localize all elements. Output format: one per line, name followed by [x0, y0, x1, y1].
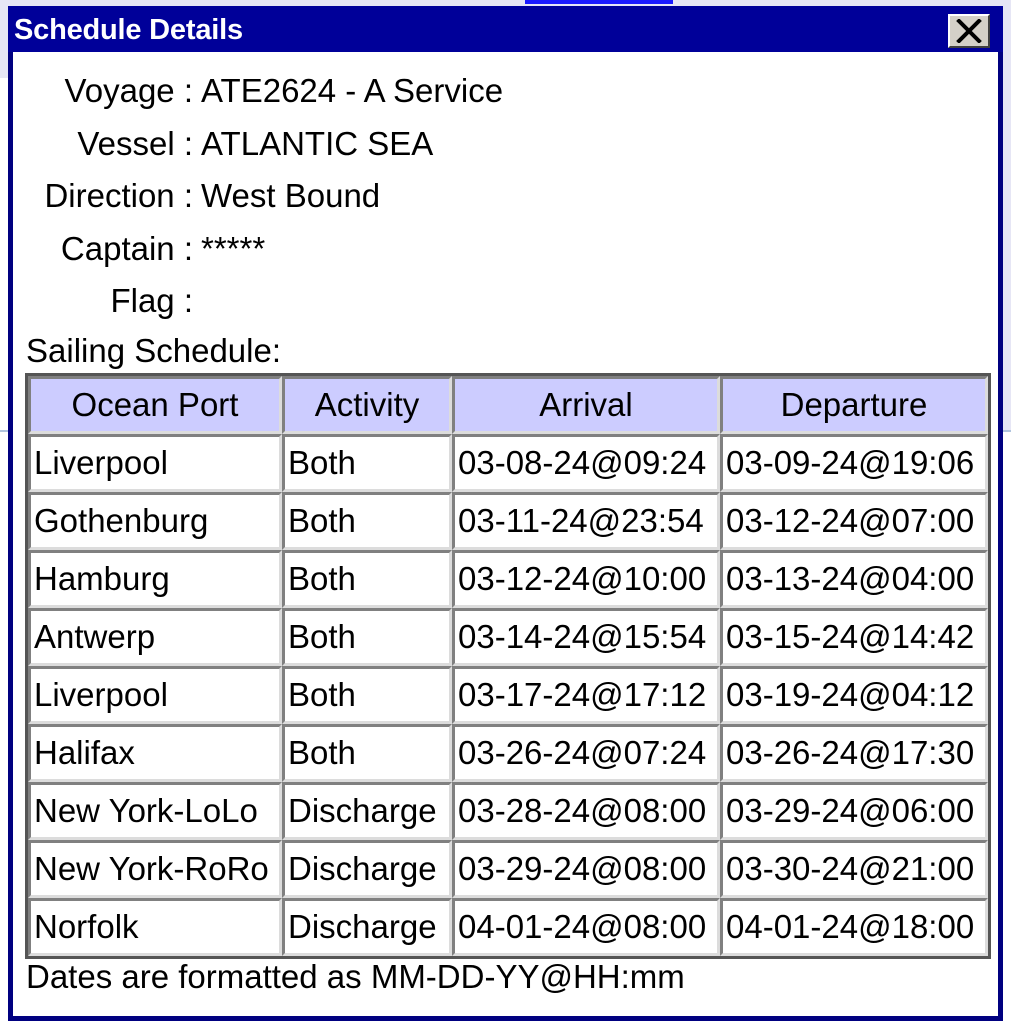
column-header-departure: Departure	[720, 376, 988, 434]
port-cell: Norfolk	[28, 898, 282, 956]
table-header-row	[28, 376, 988, 434]
dialog-titlebar[interactable]	[8, 6, 1003, 52]
arrival-cell: 03-29-24@08:00	[452, 840, 720, 898]
port-cell: New York-RoRo	[28, 840, 282, 898]
arrival-cell: 03-17-24@17:12	[452, 666, 720, 724]
arrival-cell: 03-08-24@09:24	[452, 434, 720, 492]
arrival-cell: 03-12-24@10:00	[452, 550, 720, 608]
table-row	[28, 840, 988, 898]
direction-label: Direction :	[44, 177, 193, 214]
arrival-cell: 03-14-24@15:54	[452, 608, 720, 666]
table-row	[28, 550, 988, 608]
port-cell: Halifax	[28, 724, 282, 782]
dialog-content	[13, 52, 998, 1016]
activity-cell: Discharge	[282, 840, 452, 898]
port-cell: Antwerp	[28, 608, 282, 666]
vessel-label: Vessel :	[77, 125, 193, 162]
table-row	[28, 666, 988, 724]
activity-cell: Both	[282, 434, 452, 492]
table-row	[28, 782, 988, 840]
activity-cell: Both	[282, 550, 452, 608]
activity-cell: Both	[282, 666, 452, 724]
port-cell: Liverpool	[28, 434, 282, 492]
captain-label: Captain :	[60, 230, 193, 267]
port-cell: Liverpool	[28, 666, 282, 724]
dialog-title: Schedule Details	[14, 14, 243, 46]
flag-label: Flag :	[110, 282, 193, 319]
departure-cell: 03-09-24@19:06	[720, 434, 988, 492]
close-icon	[956, 19, 982, 43]
column-header-ocean-port: Ocean Port	[28, 376, 282, 434]
port-cell: Gothenburg	[28, 492, 282, 550]
column-header-activity: Activity	[282, 376, 452, 434]
departure-cell: 03-13-24@04:00	[720, 550, 988, 608]
activity-cell: Discharge	[282, 898, 452, 956]
activity-cell: Both	[282, 608, 452, 666]
departure-cell: 03-26-24@17:30	[720, 724, 988, 782]
departure-cell: 03-12-24@07:00	[720, 492, 988, 550]
departure-cell: 03-15-24@14:42	[720, 608, 988, 666]
arrival-cell: 04-01-24@08:00	[452, 898, 720, 956]
column-header-arrival: Arrival	[452, 376, 720, 434]
departure-cell: 03-29-24@06:00	[720, 782, 988, 840]
table-row	[28, 434, 988, 492]
date-format-note: Dates are formatted as MM-DD-YY@HH:mm	[26, 958, 685, 995]
departure-cell: 03-30-24@21:00	[720, 840, 988, 898]
captain-value: *****	[201, 230, 266, 267]
direction-value: West Bound	[201, 177, 381, 214]
voyage-label: Voyage :	[64, 72, 193, 109]
voyage-value: ATE2624 - A Service	[201, 72, 504, 109]
departure-cell: 04-01-24@18:00	[720, 898, 988, 956]
arrival-cell: 03-26-24@07:24	[452, 724, 720, 782]
port-cell: Hamburg	[28, 550, 282, 608]
sailing-schedule-table	[25, 373, 991, 959]
activity-cell: Both	[282, 724, 452, 782]
background-link-underline	[525, 0, 673, 4]
departure-cell: 03-19-24@04:12	[720, 666, 988, 724]
arrival-cell: 03-28-24@08:00	[452, 782, 720, 840]
activity-cell: Discharge	[282, 782, 452, 840]
table-row	[28, 898, 988, 956]
activity-cell: Both	[282, 492, 452, 550]
sailing-schedule-label: Sailing Schedule:	[26, 332, 282, 369]
vessel-value: ATLANTIC SEA	[201, 125, 434, 162]
table-row	[28, 724, 988, 782]
table-row	[28, 608, 988, 666]
port-cell: New York-LoLo	[28, 782, 282, 840]
close-button[interactable]	[948, 14, 990, 48]
arrival-cell: 03-11-24@23:54	[452, 492, 720, 550]
table-row	[28, 492, 988, 550]
